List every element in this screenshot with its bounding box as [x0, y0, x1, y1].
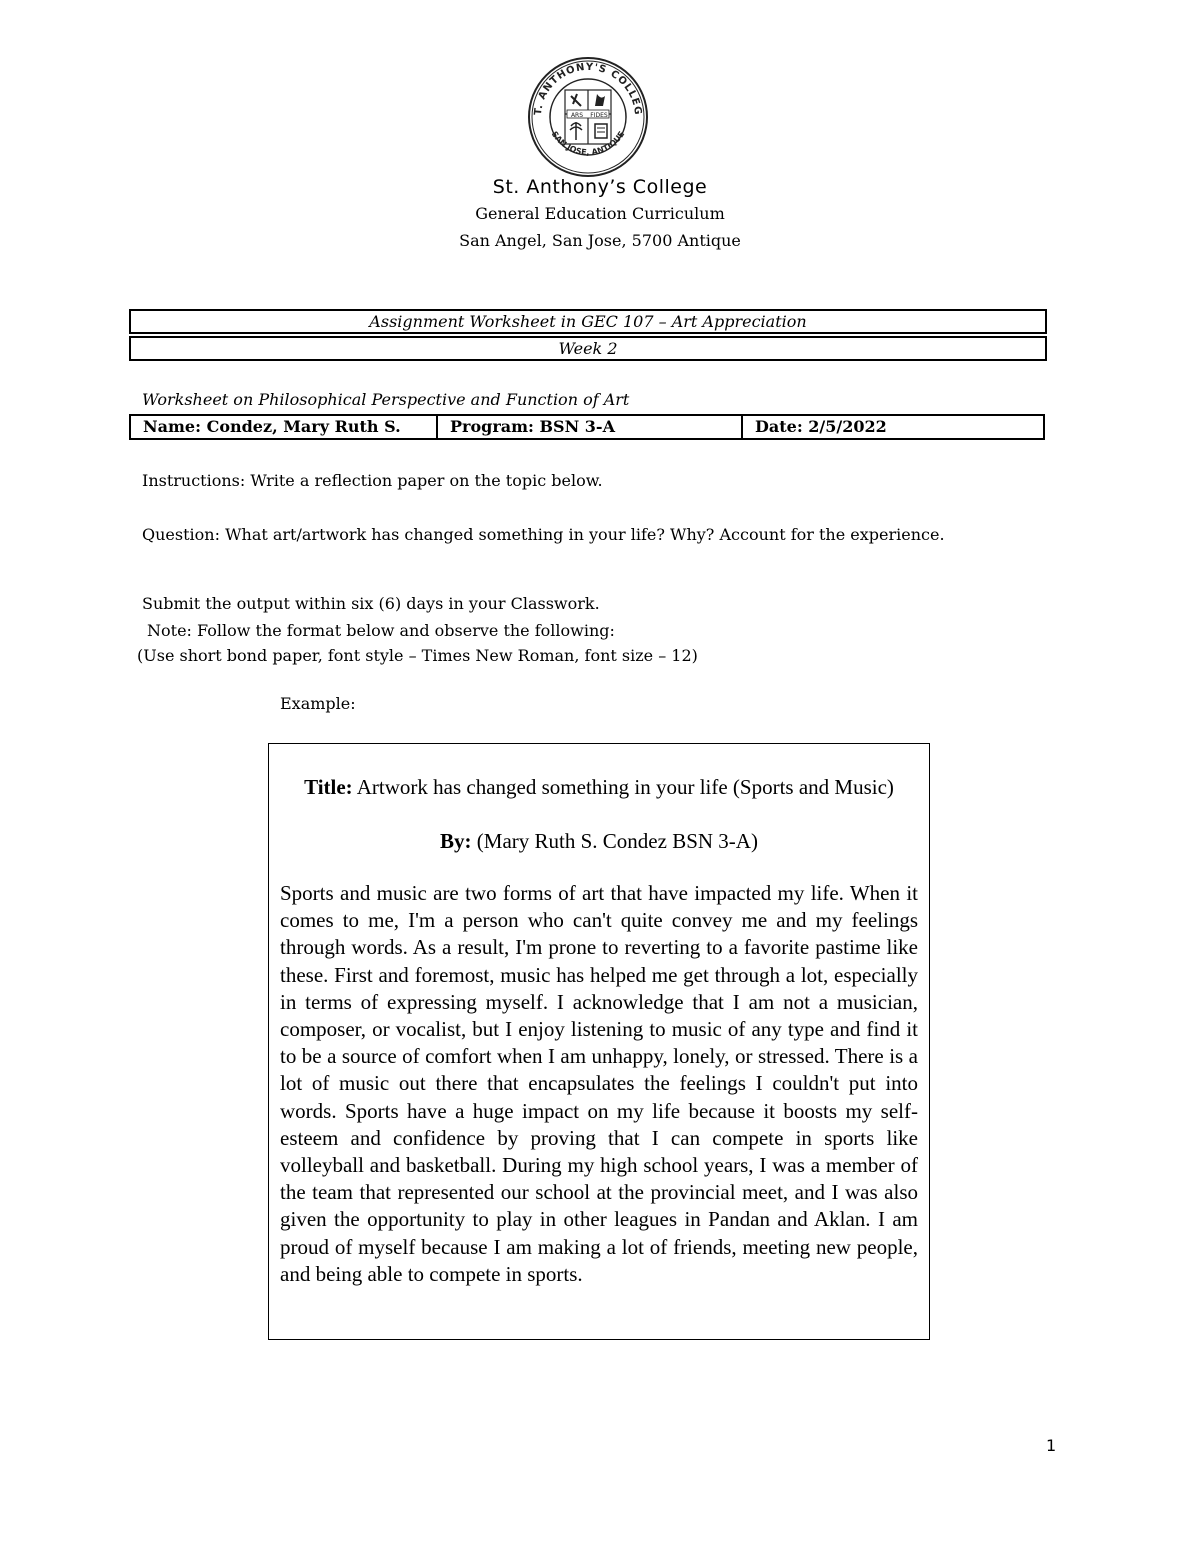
college-seal-icon [527, 56, 649, 178]
svg-text:FIDES: FIDES [590, 112, 608, 119]
page-number: 1 [1046, 1436, 1057, 1455]
svg-text:ST. ANTHONY'S COLLEGE: T. ANTHONY'S COLLEG [532, 61, 644, 117]
question-text: Question: What art/artwork has changed something in your life? Why? Account for the experience. [142, 525, 945, 544]
essay-title-text: Artwork has changed something in your life (Sports and Music) [352, 775, 894, 799]
essay-title [289, 774, 909, 800]
instructions-text: Instructions: Write a reflection paper on the topic below. [142, 471, 603, 490]
essay-title-label: Title: [304, 775, 353, 799]
college-name: St. Anthony’s College [492, 176, 708, 198]
student-name: Name: Condez, Mary Ruth S. [131, 416, 438, 438]
submit-text: Submit the output within six (6) days in your Classwork. [142, 594, 600, 613]
essay-author [289, 828, 909, 854]
essay-by-label: By: [440, 829, 472, 853]
format-text: (Use short bond paper, font style – Times New Roman, font size – 12) [137, 646, 698, 665]
note-text: Note: Follow the format below and observe the following: [147, 621, 615, 640]
curriculum-title: General Education Curriculum [475, 204, 725, 223]
student-program: Program: BSN 3-A [438, 416, 743, 438]
student-info-table [129, 414, 1045, 440]
essay-body: Sports and music are two forms of art that have impacted my life. When it comes to me, I'm a person who can't quite convey me and my feelings through words. As a result, I'm prone to reverting to a favorite pastime like these. First and foremost, music has helped me get through a lot, especially in terms of expressing myself. I acknowledge that I am not a musician, composer, or vocalist, but I enjoy listening to music of any type and find it to be a source of comfort when I am unhappy, lonely, or stressed. There is a lot of music out there that encapsulates the feelings I couldn't put into words. Sports have a huge impact on my life because it boosts my self-esteem and confidence by proving that I can compete in sports like volleyball and basketball. During my high school years, I was a member of the team that represented our school at the provincial meet, and I was also given the opportunity to play in other leagues in Pandan and Aklan. I am proud of myself because I am making a lot of friends, meeting new people, and being able to compete in sports. [280, 881, 918, 1286]
svg-text:ARS: ARS [570, 112, 584, 119]
assignment-title: Assignment Worksheet in GEC 107 – Art Appreciation [129, 309, 1047, 334]
svg-text:SAN JOSE, ANTIQUE: SAN JOSE, ANTIQUE [549, 129, 627, 157]
essay-by-text: (Mary Ruth S. Condez BSN 3-A) [471, 829, 758, 853]
worksheet-title: Worksheet on Philosophical Perspective and Function of Art [142, 390, 630, 409]
submission-date: Date: 2/5/2022 [755, 417, 887, 436]
example-label: Example: [280, 694, 356, 713]
example-essay-box [268, 743, 930, 1340]
assignment-week: Week 2 [129, 336, 1047, 361]
assignment-header-table [129, 309, 1045, 358]
college-address: San Angel, San Jose, 5700 Antique [459, 231, 741, 250]
